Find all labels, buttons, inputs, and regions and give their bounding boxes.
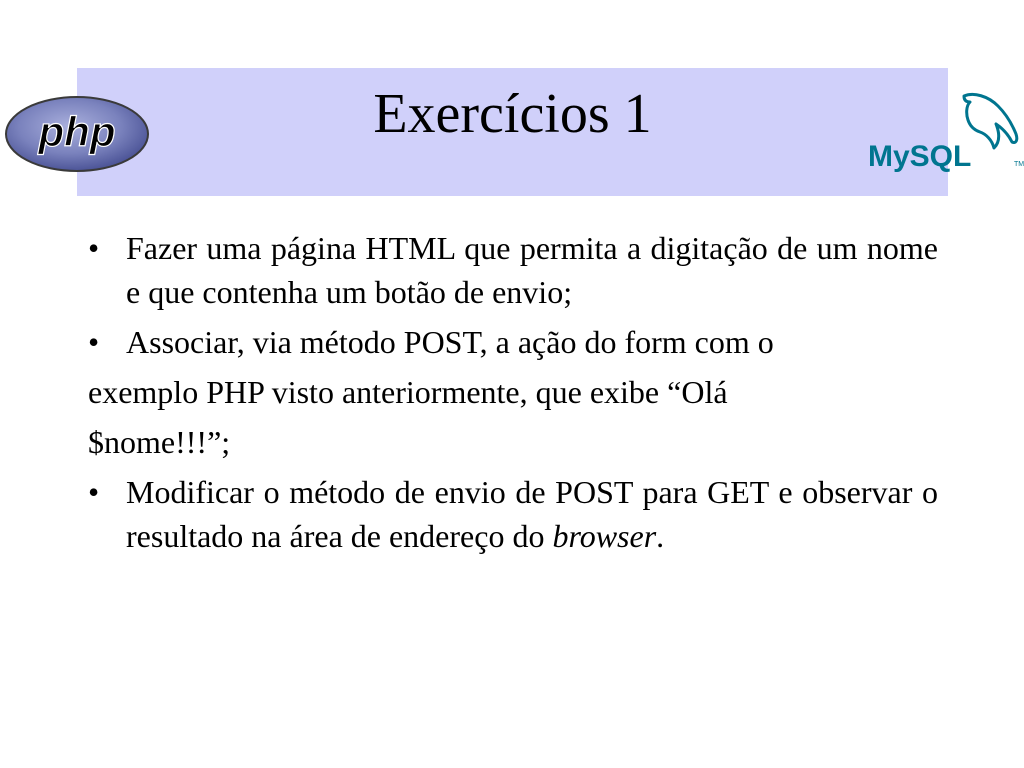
bullet-text: Modificar o método de envio de POST para GET e observar o resultado na área de endereço do [126, 474, 938, 554]
continuation-line: exemplo PHP visto anteriormente, que exibe “Olá [88, 374, 728, 410]
dolphin-icon [964, 94, 1017, 148]
continuation-line: $nome!!!”; [88, 424, 231, 460]
bullet-item [88, 470, 938, 558]
bullet-text: Associar, via método POST, a ação do form com o [126, 324, 774, 360]
bullet-item [88, 320, 938, 364]
bullet-marker: • [88, 324, 100, 360]
php-logo [4, 94, 150, 174]
php-logo-text: php [38, 108, 116, 155]
slide-body [88, 226, 938, 564]
bullet-italic-text: browser [552, 518, 657, 554]
bullet-text: Fazer uma página HTML que permita a digitação de um nome e que contenha um botão de envio; [126, 230, 938, 310]
bullet-item [88, 226, 938, 314]
bullet-marker: • [88, 230, 100, 266]
bullet-marker: • [88, 474, 100, 510]
slide-title: Exercícios 1 [373, 83, 652, 145]
mysql-tm-text: TM [1014, 161, 1024, 168]
mysql-logo [866, 90, 1024, 174]
bullet-end-punctuation: . [656, 518, 665, 554]
mysql-logo-text: MySQL [868, 140, 972, 173]
